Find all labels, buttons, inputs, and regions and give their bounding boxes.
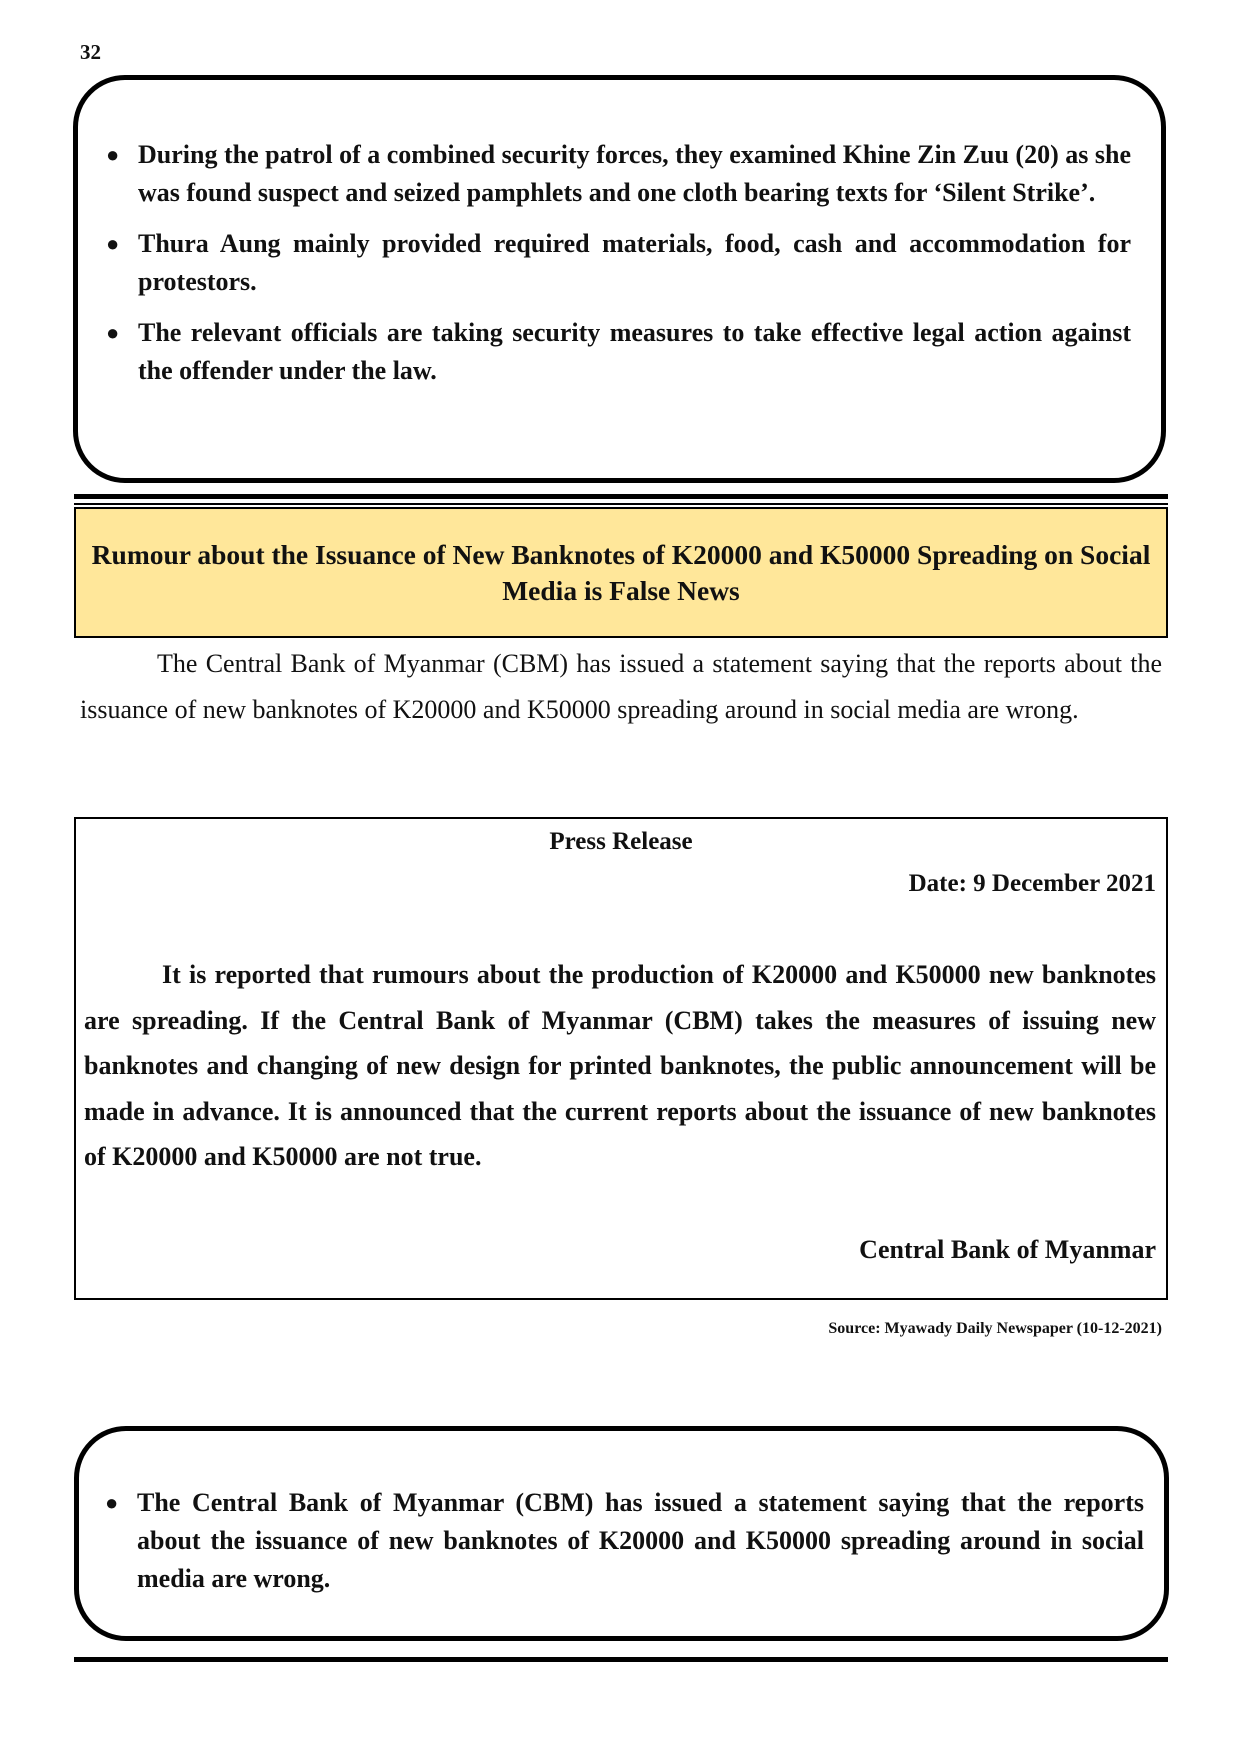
list-item xyxy=(100,314,1131,390)
bullet-icon: ● xyxy=(106,142,120,167)
press-release-heading: Press Release xyxy=(549,828,693,855)
list-item xyxy=(100,136,1131,212)
press-release-body: It is reported that rumours about the production of K20000 and K50000 new banknotes are spreading. If the Central Bank of Myanmar (CBM) takes the measures of issuing new banknotes and changing of new design for printed banknotes, the public announcement will be made in advance. It is announced that the current reports about the issuance of new banknotes of K20000 and K50000 are not true. xyxy=(84,960,1156,1171)
page-number: 32 xyxy=(80,40,101,64)
section-divider xyxy=(74,494,1168,505)
bullet-text: Thura Aung mainly provided required materials, food, cash and accommodation for protestors. xyxy=(138,229,1131,296)
press-release-signature: Central Bank of Myanmar xyxy=(859,1235,1156,1264)
article-title: Rumour about the Issuance of New Banknotes of K20000 and K50000 Spreading on Social Media is False News xyxy=(74,507,1168,638)
bullet-icon: ● xyxy=(106,320,120,345)
summary-bullet-list xyxy=(99,1484,1144,1598)
summary-box-top xyxy=(73,75,1166,483)
list-item xyxy=(99,1484,1144,1598)
bullet-icon: ● xyxy=(105,1490,119,1515)
bullet-icon: ● xyxy=(106,231,120,256)
press-release-box xyxy=(74,817,1168,1300)
bullet-text: The Central Bank of Myanmar (CBM) has issued a statement saying that the reports about the issuance of new banknotes of K20000 and K50000 spreading around in social media are wrong. xyxy=(137,1488,1144,1593)
press-release-date: Date: 9 December 2021 xyxy=(908,870,1156,897)
article-intro: The Central Bank of Myanmar (CBM) has issued a statement saying that the reports about the issuance of new banknotes of K20000 and K50000 spreading around in social media are wrong. xyxy=(80,649,1162,724)
list-item xyxy=(100,225,1131,301)
bullet-text: During the patrol of a combined security forces, they examined Khine Zin Zuu (20) as she was found suspect and seized pamphlets and one cloth bearing texts for ‘Silent Strike’. xyxy=(138,140,1131,207)
bullet-text: The relevant officials are taking security measures to take effective legal action against the offender under the law. xyxy=(138,318,1131,385)
source-citation: Source: Myawady Daily Newspaper (10-12-2021) xyxy=(828,1320,1162,1337)
page-bottom-divider xyxy=(74,1657,1168,1662)
summary-bullet-list xyxy=(100,136,1131,390)
summary-box-bottom xyxy=(74,1426,1169,1641)
